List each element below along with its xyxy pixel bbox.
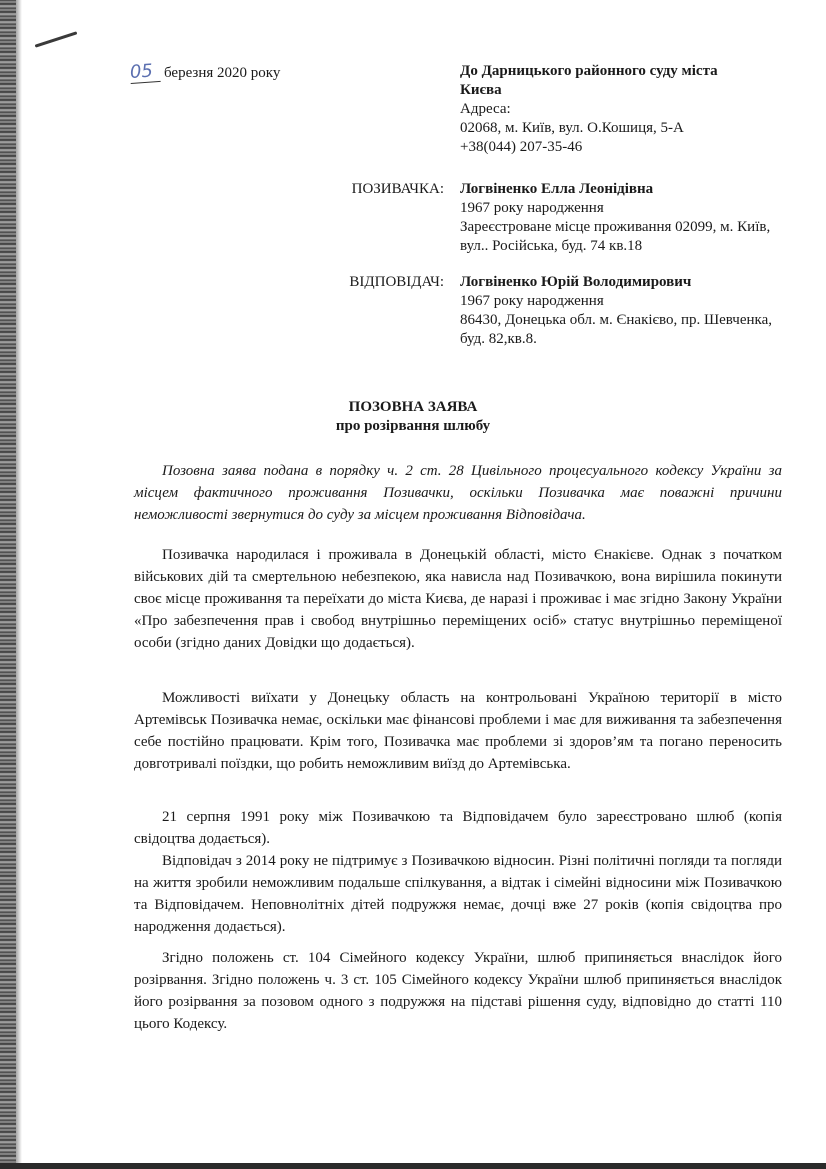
respondent-birth: 1967 року народження <box>460 293 604 309</box>
court-address-label: Адреса: <box>460 101 511 117</box>
respondent-block <box>460 273 780 349</box>
plaintiff-residence: Зареєстроване місце проживання 02099, м. Київ, вул.. Російська, буд. 74 кв.18 <box>460 219 771 254</box>
handwritten-day: 05 <box>129 61 160 84</box>
document-date <box>130 62 280 83</box>
title-line-2: про розірвання шлюбу <box>335 418 491 434</box>
paragraph-4: 21 серпня 1991 року між Позивачкою та Відповідачем було зареєстровано шлюб (копія свідоцтва додається). <box>134 809 782 847</box>
title-line-1: ПОЗОВНА ЗАЯВА <box>348 399 478 415</box>
scan-edge-left <box>0 0 16 1169</box>
paragraph-3: Можливості виїхати у Донецьку область на контрольовані Україною території в місто Артемівськ Позивачка немає, оскільки має фінансові проблеми і має для виживання та забезпечення себе постійно працювати. Крім того, Позивачка має проблеми зі здоров’ям та погано переносить довготривалі поїздки, що робить неможливим виїзд до Артемівська. <box>134 690 782 772</box>
plaintiff-label: ПОЗИВАЧКА: <box>351 181 444 197</box>
court-block <box>460 62 760 157</box>
paragraph-5: Відповідач з 2014 року не підтримує з Позивачкою відносин. Різні політичні погляди та погляди на життя зробили неможливим подальше спілкування, а відтак і сімейні відносини між Позивачкою та Відповідачем. Неповнолітніх дітей подружжя немає, дочці вже 27 років (копія свідоцтва про народження додається). <box>134 853 782 935</box>
respondent-name: Логвіненко Юрій Володимирович <box>460 274 692 290</box>
court-address: 02068, м. Київ, вул. О.Кошиця, 5-А <box>460 120 684 136</box>
plaintiff-birth: 1967 року народження <box>460 200 604 216</box>
document-title <box>0 398 826 436</box>
scan-edge-bottom <box>0 1163 826 1169</box>
pen-mark <box>35 31 78 47</box>
plaintiff-name: Логвіненко Елла Леонідівна <box>460 181 654 197</box>
paragraph-2: Позивачка народилася і проживала в Донецькій області, місто Єнакієве. Однак з початком військових дій та смертельною небезпекою, яка нависла над Позивачкою, вона вирішила покинути своє місце проживання та переїхати до міста Києва, де наразі і проживає і має згідно Закону України «Про забезпечення прав і свобод внутрішньо переміщених осіб» статус внутрішньо переміщеної особи (згідно даних Довідки що додається). <box>134 547 782 651</box>
paragraph-6: Згідно положень ст. 104 Сімейного кодексу України, шлюб припиняється внаслідок його розірвання. Згідно положень ч. 3 ст. 105 Сімейного кодексу України шлюб припиняється внаслідок його розірвання за позовом одного з подружжя на підставі рішення суду, відповідно до статті 110 цього Кодексу. <box>134 950 782 1032</box>
court-phone: +38(044) 207-35-46 <box>460 139 583 155</box>
respondent-address: 86430, Донецька обл. м. Єнакієво, пр. Шевченка, буд. 82,кв.8. <box>460 312 772 347</box>
respondent-label: ВІДПОВІДАЧ: <box>349 274 444 290</box>
paragraph-1: Позовна заява подана в порядку ч. 2 ст. 28 Цивільного процесуального кодексу України за місцем фактичного проживання Позивачки, оскільки Позивачка має поважні причини неможливості звернутися до суду за місцем проживання Відповідача. <box>134 463 782 523</box>
plaintiff-block <box>460 180 780 256</box>
court-name: До Дарницького районного суду міста Києва <box>460 63 718 98</box>
date-text: березня 2020 року <box>164 65 281 81</box>
